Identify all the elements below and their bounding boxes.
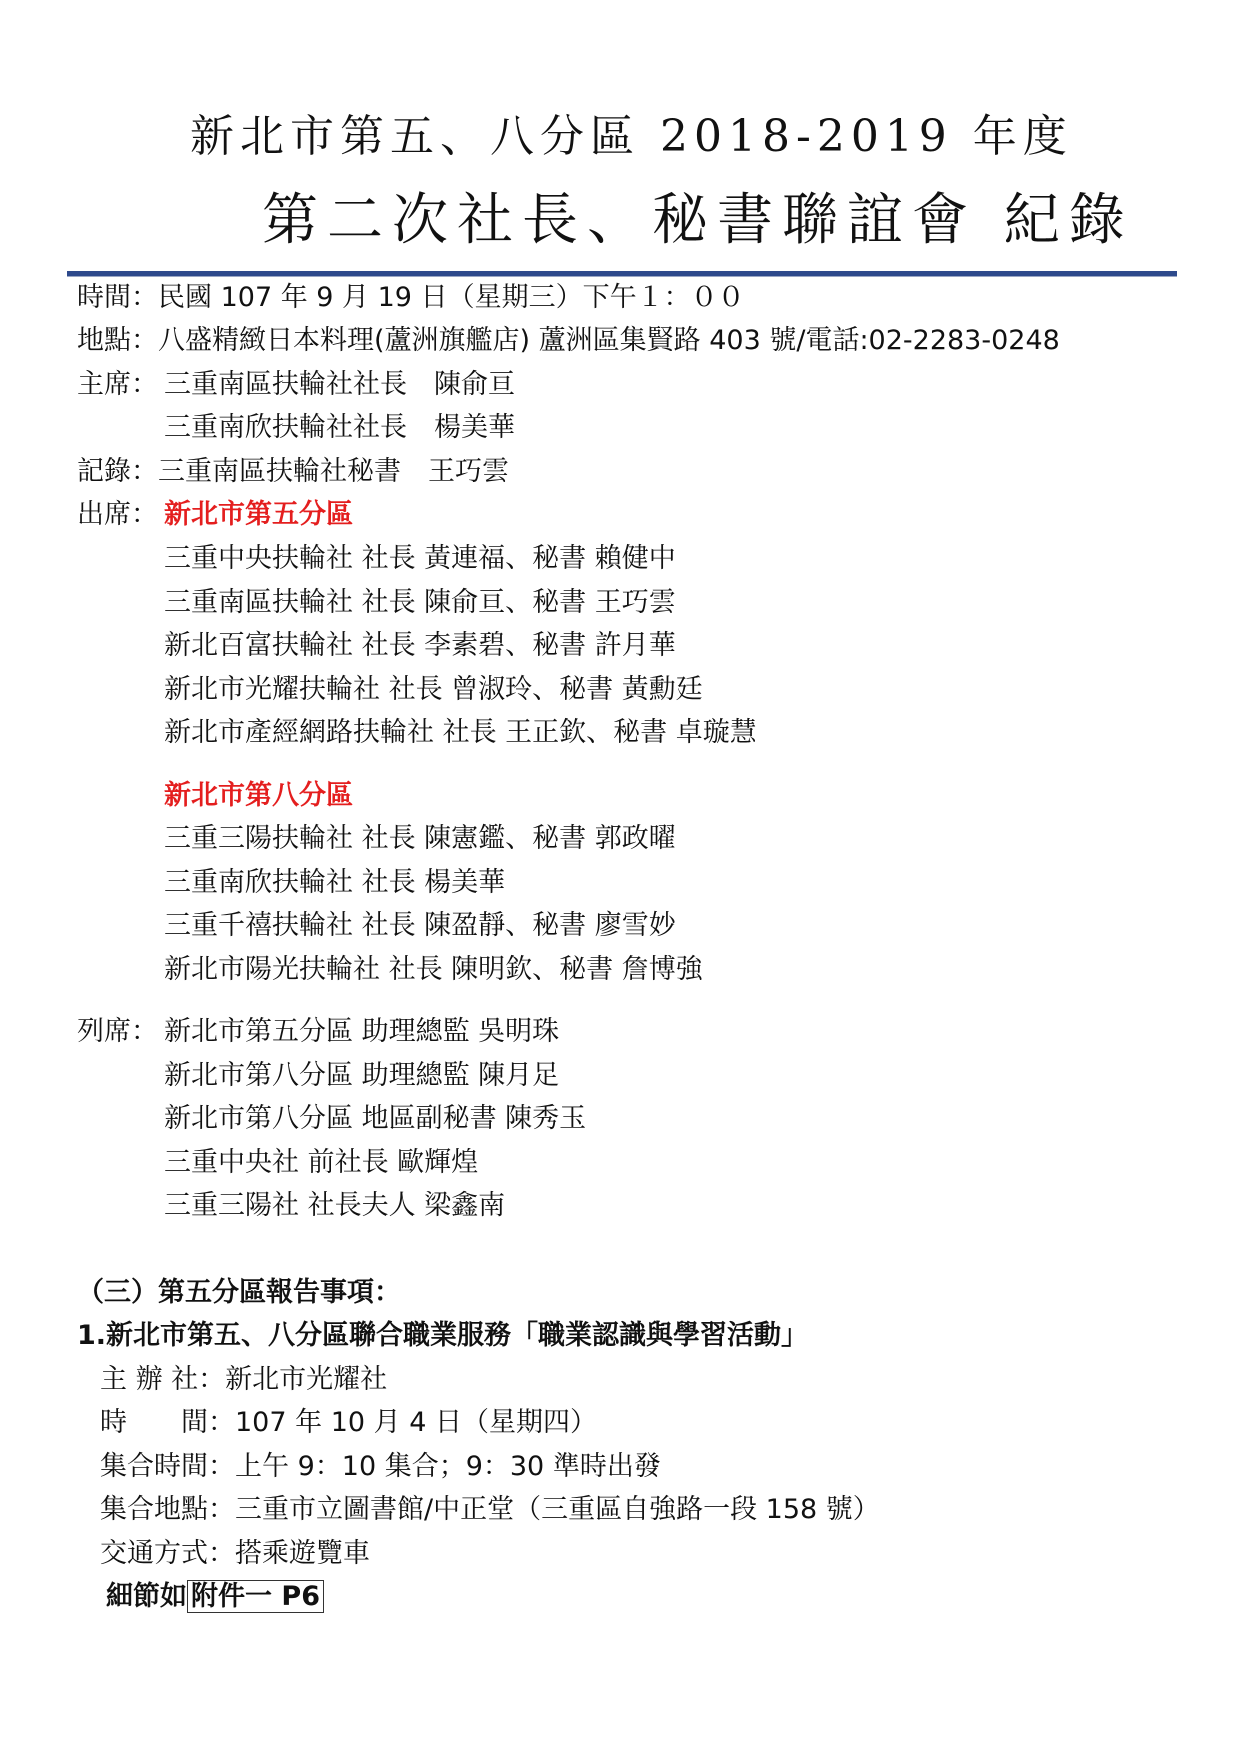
attendee-line: 三重三陽扶輪社 社長 陳憲鑑、秘書 郭政曜 (164, 823, 676, 854)
time-row (77, 280, 745, 316)
report-detail-line: 主 辦 社：新北市光耀社 (100, 1364, 388, 1395)
guest-line: 新北市第五分區 助理總監 吳明珠 (164, 1016, 560, 1047)
place-row (77, 323, 1060, 359)
document-title-line1: 新北市第五、八分區 2018-2019 年度 (190, 111, 1073, 162)
district8-heading: 新北市第八分區 (164, 780, 353, 811)
attendee-line: 新北市光耀扶輪社 社長 曾淑玲、秘書 黃勳廷 (164, 674, 703, 705)
district5-heading: 新北市第五分區 (164, 499, 353, 530)
attendee-line: 新北市陽光扶輪社 社長 陳明欽、秘書 詹博強 (164, 954, 703, 985)
report-detail-line: 交通方式：搭乘遊覽車 (100, 1538, 370, 1569)
guests-label: 列席： (77, 1016, 158, 1047)
record-value: 三重南區扶輪社秘書 王巧雲 (158, 456, 509, 487)
guest-line: 三重中央社 前社長 歐輝煌 (164, 1147, 479, 1178)
attendee-line: 新北百富扶輪社 社長 李素碧、秘書 許月華 (164, 630, 676, 661)
time-value: 民國 107 年 9 月 19 日（星期三）下午１：００ (158, 282, 745, 313)
place-value: 八盛精緻日本料理(蘆洲旗艦店) 蘆洲區集賢路 403 號/電話:02-2283-0248 (158, 325, 1060, 356)
attendee-line: 三重南欣扶輪社 社長 楊美華 (164, 867, 506, 898)
attendee-line: 三重南區扶輪社 社長 陳俞亘、秘書 王巧雲 (164, 587, 676, 618)
record-label: 記錄： (77, 456, 158, 487)
report-item-title: 1.新北市第五、八分區聯合職業服務「職業認識與學習活動」 (77, 1320, 809, 1351)
report-section-heading: （三）第五分區報告事項： (77, 1277, 401, 1308)
title-divider (67, 271, 1177, 277)
chair-line: 三重南區扶輪社社長 陳俞亘 (164, 369, 515, 400)
report-detail-line: 集合地點：三重市立圖書館/中正堂（三重區自強路一段 158 號） (100, 1494, 880, 1525)
time-label: 時間： (77, 282, 158, 313)
place-label: 地點： (77, 325, 158, 356)
chair-label: 主席： (77, 369, 158, 400)
report-detail-line: 集合時間：上午 9：10 集合；9：30 準時出發 (100, 1451, 661, 1482)
attendee-line: 三重中央扶輪社 社長 黃連福、秘書 賴健中 (164, 543, 676, 574)
attendance-label: 出席： (77, 499, 158, 530)
attendee-line: 三重千禧扶輪社 社長 陳盈靜、秘書 廖雪妙 (164, 910, 676, 941)
guest-line: 三重三陽社 社長夫人 梁鑫南 (164, 1190, 506, 1221)
report-detail-line: 時 間：107 年 10 月 4 日（星期四） (100, 1407, 597, 1438)
guest-line: 新北市第八分區 地區副秘書 陳秀玉 (164, 1103, 587, 1134)
attachment-note-prefix: 細節如 (106, 1581, 187, 1612)
attendee-line: 新北市產經網路扶輪社 社長 王正欽、秘書 卓璇慧 (164, 717, 757, 748)
attachment-note (106, 1579, 324, 1615)
chair-line: 三重南欣扶輪社社長 楊美華 (164, 412, 515, 443)
guest-line: 新北市第八分區 助理總監 陳月足 (164, 1060, 560, 1091)
document-title-line2: 第二次社長、秘書聯誼會 紀錄 (262, 188, 1134, 253)
record-row (77, 454, 509, 490)
attachment-reference: 附件一 P6 (187, 1580, 324, 1613)
